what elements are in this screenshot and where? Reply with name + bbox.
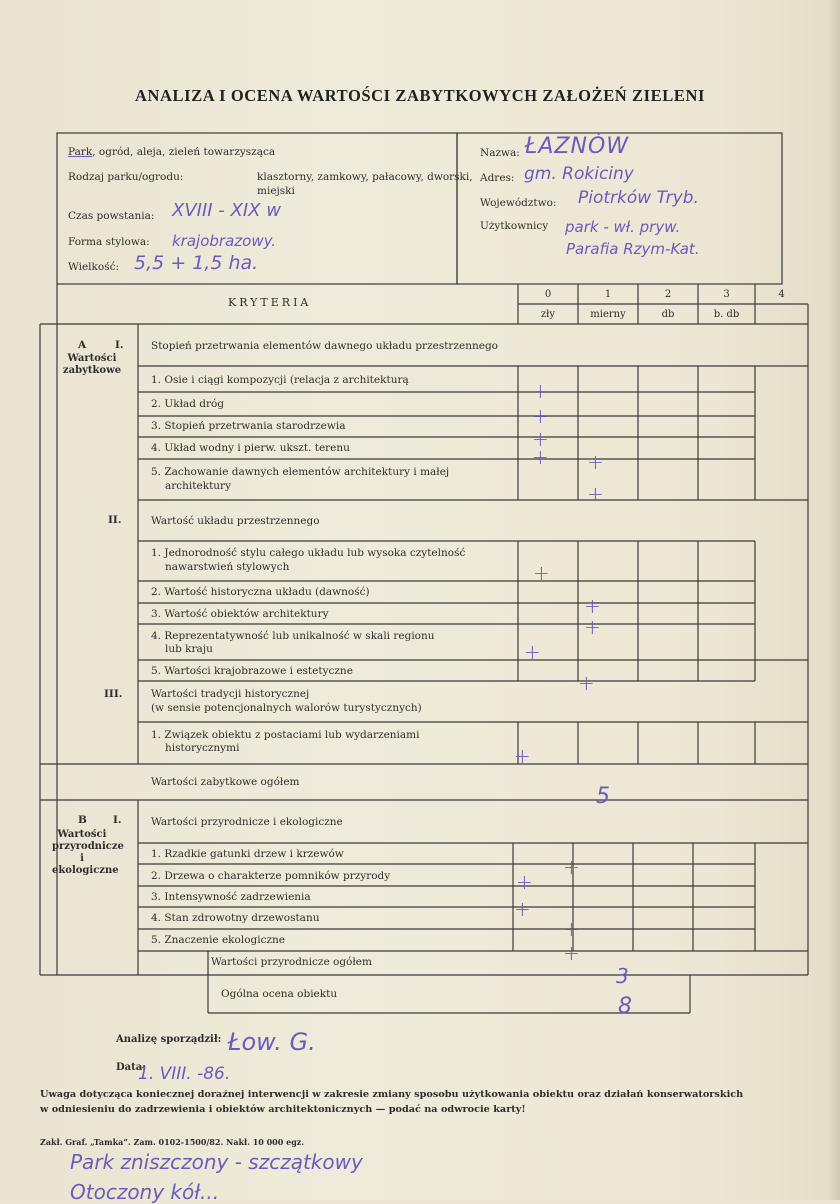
group3-title-2: (w sensie potencjonalnych walorów turystycznych) (151, 702, 422, 714)
mark-a1-5b: + (587, 482, 604, 506)
a2-item-4-cont: lub kraju (165, 643, 213, 655)
analiza-label: Analizę sporządził: (116, 1034, 222, 1045)
mark-b-total: + (563, 941, 580, 965)
rodzaj-label: Rodzaj parku/ogrodu: (68, 171, 184, 183)
col-2-name: db (661, 309, 675, 320)
handwritten-note-1: Park zniszczony - szczątkowy (70, 1150, 363, 1174)
rodzaj-options-2: miejski (257, 185, 295, 197)
a1-item-5: 5. Zachowanie dawnych elementów architektury i małej (151, 466, 450, 478)
form-title: ANALIZA I OCENA WARTOŚCI ZABYTKOWYCH ZAŁOŻEŃ ZIELENI (134, 86, 706, 105)
col-2-num: 2 (664, 289, 672, 300)
group3-title-1: Wartości tradycji historycznej (151, 688, 310, 700)
nazwa-value: ŁAZNÓW (525, 134, 630, 159)
b-item-4: 4. Stan zdrowotny drzewostanu (151, 912, 320, 924)
a1-item-1: 1. Osie i ciągi kompozycji (relacja z architekturą (151, 374, 409, 386)
a2-item-5: 5. Wartości krajobrazowe i estetyczne (151, 665, 353, 677)
adres-label: Adres: (480, 172, 515, 184)
data-label: Data: (116, 1062, 146, 1073)
wojewodztwo-value: Piotrków Tryb. (578, 188, 699, 208)
mark-a2-4b: + (524, 640, 541, 664)
b-item-3: 3. Intensywność zadrzewienia (151, 891, 311, 903)
a1-item-2: 2. Układ dróg (151, 398, 225, 410)
a2-item-1-cont: nawarstwień stylowych (165, 561, 290, 573)
col-0-name: zły (540, 309, 556, 320)
mark-b-4: + (514, 897, 531, 921)
section-a-name: Wartości zabytkowe (62, 353, 122, 376)
uwaga-line-1: Uwaga dotycząca koniecznej doraźnej interwencji w zakresie zmiany sposobu użytkowania obiektu oraz działań konserwatorskich (40, 1089, 744, 1100)
analiza-signature: Łow. G. (228, 1028, 316, 1056)
a2-item-3: 3. Wartość obiektów architektury (151, 608, 329, 620)
wielkosc-label: Wielkość: (68, 261, 120, 273)
group3-roman: III. (104, 688, 123, 700)
mark-a1-2: + (532, 404, 549, 428)
a2-item-4: 4. Reprezentatywność lub unikalność w skali regionu (151, 630, 435, 642)
wielkosc-value: 5,5 + 1,5 ha. (134, 252, 259, 274)
rodzaj-options: klasztorny, zamkowy, pałacowy, dworski, (257, 171, 473, 183)
type-park: Park (68, 146, 93, 158)
b-item-2: 2. Drzewa o charakterze pomników przyrody (151, 870, 391, 882)
col-0-num: 0 (544, 289, 552, 300)
a2-item-2: 2. Wartość historyczna układu (dawność) (151, 586, 370, 598)
mark-b-1: + (563, 855, 580, 879)
group2-title: Wartość układu przestrzennego (151, 515, 320, 527)
group1-title: Stopień przetrwania elementów dawnego układu przestrzennego (151, 340, 498, 352)
col-3-num: 3 (723, 289, 730, 300)
nazwa-label: Nazwa: (480, 147, 520, 159)
b-item-5: 5. Znaczenie ekologiczne (151, 934, 286, 946)
forma-label: Forma stylowa: (68, 236, 150, 248)
przyrodnicze-total-value: 3 (616, 964, 629, 988)
uzytkownicy-label: Użytkownicy (480, 220, 549, 232)
mark-b-3: + (516, 870, 533, 894)
mark-a2-5: + (578, 671, 595, 695)
mark-a2-4a: + (584, 615, 601, 639)
data-value: 1. VIII. -86. (138, 1064, 231, 1084)
type-line (68, 146, 275, 158)
section-a-roman: I. (115, 339, 124, 351)
mark-a1-5a: + (587, 450, 604, 474)
mark-a1-1: + (532, 379, 549, 403)
section-b-name: Wartości przyrodnicze i ekologiczne (52, 829, 124, 876)
zabytkowe-total-value: 5 (596, 784, 610, 809)
mark-a1-3: + (532, 427, 549, 451)
mark-a2-3: + (584, 594, 601, 618)
mark-a2-1: + (533, 561, 550, 585)
czas-value: XVIII - XIX w (172, 200, 281, 221)
forma-value: krajobrazowy. (172, 232, 277, 250)
group2-roman: II. (108, 514, 122, 526)
print-info: Zakł. Graf. „Tamka”. Zam. 0102-1500/82. Nakł. 10 000 egz. (40, 1137, 305, 1147)
type-rest: , ogród, aleja, zieleń towarzysząca (92, 146, 276, 158)
overall-label: Ogólna ocena obiektu (221, 988, 338, 1000)
a1-item-3: 3. Stopień przetrwania starodrzewia (151, 420, 346, 432)
adres-value: gm. Rokiciny (524, 164, 634, 184)
col-4-num: 4 (778, 289, 785, 300)
mark-a1-4: + (532, 445, 549, 469)
section-b-letter: B (78, 814, 87, 826)
col-1-num: 1 (604, 289, 612, 300)
overall-value: 8 (618, 994, 632, 1019)
section-a-letter: A (78, 339, 87, 351)
a1-item-4: 4. Układ wodny i pierw. ukszt. terenu (151, 442, 350, 454)
a1-item-5-cont: architektury (165, 480, 232, 492)
mark-b-5: + (563, 917, 580, 941)
a3-item-1-cont: historycznymi (165, 742, 240, 754)
handwritten-note-2: Otoczony kół... (70, 1180, 220, 1204)
przyrodnicze-total-label: Wartości przyrodnicze ogółem (211, 956, 372, 968)
col-3-name: b. db (713, 309, 740, 320)
col-1-name: mierny (590, 309, 626, 320)
section-b-roman: I. (113, 814, 122, 826)
uzytkownicy-value-1: park - wł. pryw. (565, 218, 681, 236)
criteria-header-label: KRYTERIA (228, 296, 312, 309)
b-item-1: 1. Rzadkie gatunki drzew i krzewów (151, 848, 344, 860)
b-title: Wartości przyrodnicze i ekologiczne (151, 816, 343, 828)
a2-item-1: 1. Jednorodność stylu całego układu lub wysoka czytelność (151, 547, 466, 559)
a3-item-1: 1. Związek obiektu z postaciami lub wydarzeniami (151, 729, 420, 741)
czas-label: Czas powstania: (68, 210, 155, 222)
wojewodztwo-label: Województwo: (480, 197, 557, 209)
mark-a3-1: + (514, 744, 531, 768)
zabytkowe-total-label: Wartości zabytkowe ogółem (151, 776, 300, 788)
uzytkownicy-value-2: Parafia Rzym-Kat. (566, 240, 700, 258)
uwaga-line-2: w odniesieniu do zadrzewienia i obiektów architektonicznych — podać na odwrocie karty! (40, 1104, 526, 1115)
